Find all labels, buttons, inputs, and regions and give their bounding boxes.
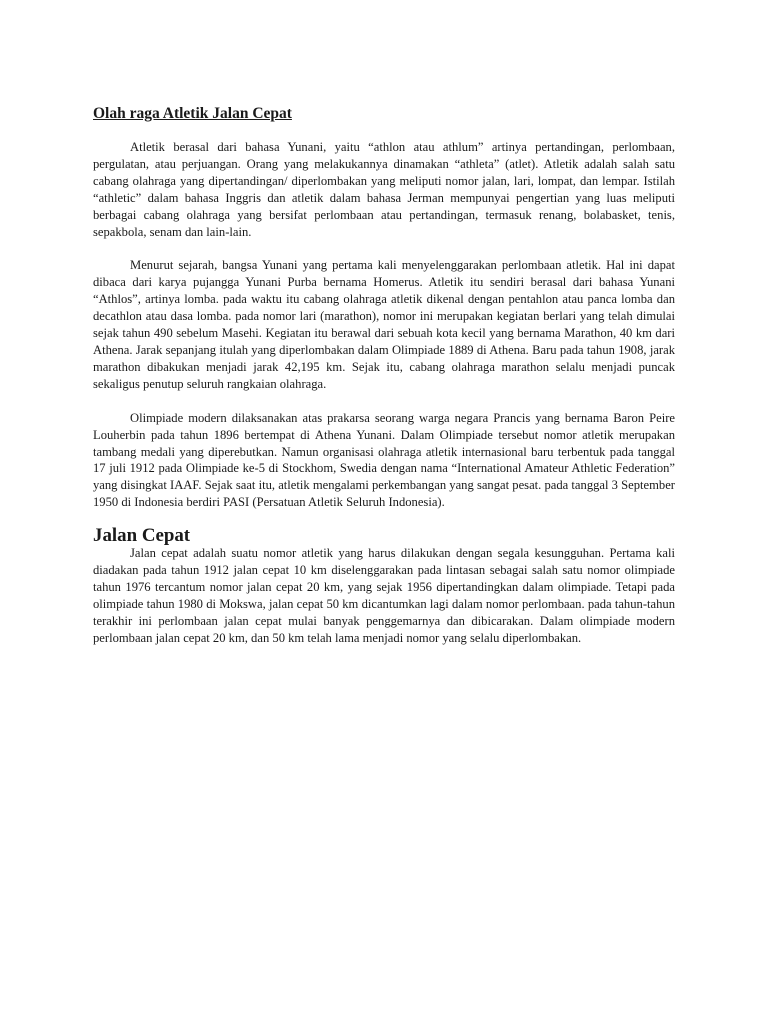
paragraph-history: Menurut sejarah, bangsa Yunani yang pertama kali menyelenggarakan perlombaan atletik. Hal ini dapat dibaca dari karya pujangga Yunani Purba bernama Homerus. Atletik itu sendiri berasal dari bahasa Yunani “Athlos”, artinya lomba. pada waktu itu cabang olahraga atletik dikenal dengan pentahlon atau panca lomba dan decathlon atau dasa lomba. pada nomor lari (marathon), nomor ini merupakan kegiatan berlari yang telah dimulai sejak tahun 490 sebelum Masehi. Kegiatan itu berawal dari sebuah kota kecil yang bernama Marathon, 40 km dari Athena. Jarak sepanjang itulah yang diperlombakan dalam Olimpiade 1889 di Athena. Baru pada tahun 1908, jarak marathon dibakukan menjadi jarak 42,195 km. Sejak itu, cabang olahraga marathon selalu menjadi puncak sekaligus penutup seluruh rangkaian olahraga. (93, 258, 675, 391)
paragraph-modern-olympics: Olimpiade modern dilaksanakan atas prakarsa seorang warga negara Prancis yang bernama Baron Peire Louherbin pada tahun 1896 bertempat di Athena Yunani. Dalam Olimpiade tersebut nomor atletik merupakan tambang medali yang diperebutkan. Namun organisasi olahraga atletik internasional baru terbentuk pada tanggal 17 juli 1912 pada Olimpiade ke-5 di Stockhom, Swedia dengan nama “International Amateur Athletic Federation” yang disingkat IAAF. Sejak saat itu, atletik mengalami perkembangan yang sangat pesat. pada tanggal 3 September 1950 di Indonesia berdiri PASI (Persatuan Atletik Seluruh Indonesia). (93, 410, 675, 510)
paragraph-jalan-cepat: Jalan cepat adalah suatu nomor atletik yang harus dilakukan dengan segala kesungguhan. Pertama kali diadakan pada tahun 1912 jalan cepat 10 km diselenggarakan pada lintasan sebagai salah satu nomor olimpiade tahun 1976 tercantum nomor jalan cepat 20 km, yang sejak 1956 dipertandingkan dalam olimpiade. Tetapi pada olimpiade tahun 1980 di Mokswa, jalan cepat 50 km dicantumkan lagi dalam nomor perlombaan. pada tahun-tahun terakhir ini perlombaan jalan cepat mulai banyak penggemarnya dan dibicarakan. Dalam olimpiade modern perlombaan jalan cepat 20 km, dan 50 km telah lama menjadi nomor yang selalu diperlombakan. (93, 546, 675, 645)
document-title: Olah raga Atletik Jalan Cepat (93, 105, 292, 122)
paragraph-atletik-origin: Atletik berasal dari bahasa Yunani, yaitu “athlon atau athlum” artinya pertandingan, perlombaan, pergulatan, atau perjuangan. Orang yang melakukannya dinamakan “athleta” (atlet). Atletik adalah salah satu cabang olahraga yang dipertandingan/ diperlombakan yang meliputi nomor jalan, lari, lompat, dan lempar. Istilah “athletic” dalam bahasa Inggris dan atletik dalam bahasa Jerman mempunyai pengertian yang luas meliputi berbagai cabang olahraga yang bersifat perlombaan atau pertandingan, termasuk renang, bolabasket, tenis, sepakbola, senam dan lain-lain. (93, 140, 675, 239)
section-heading-jalan-cepat: Jalan Cepat (93, 525, 191, 547)
document-page (93, 104, 675, 646)
